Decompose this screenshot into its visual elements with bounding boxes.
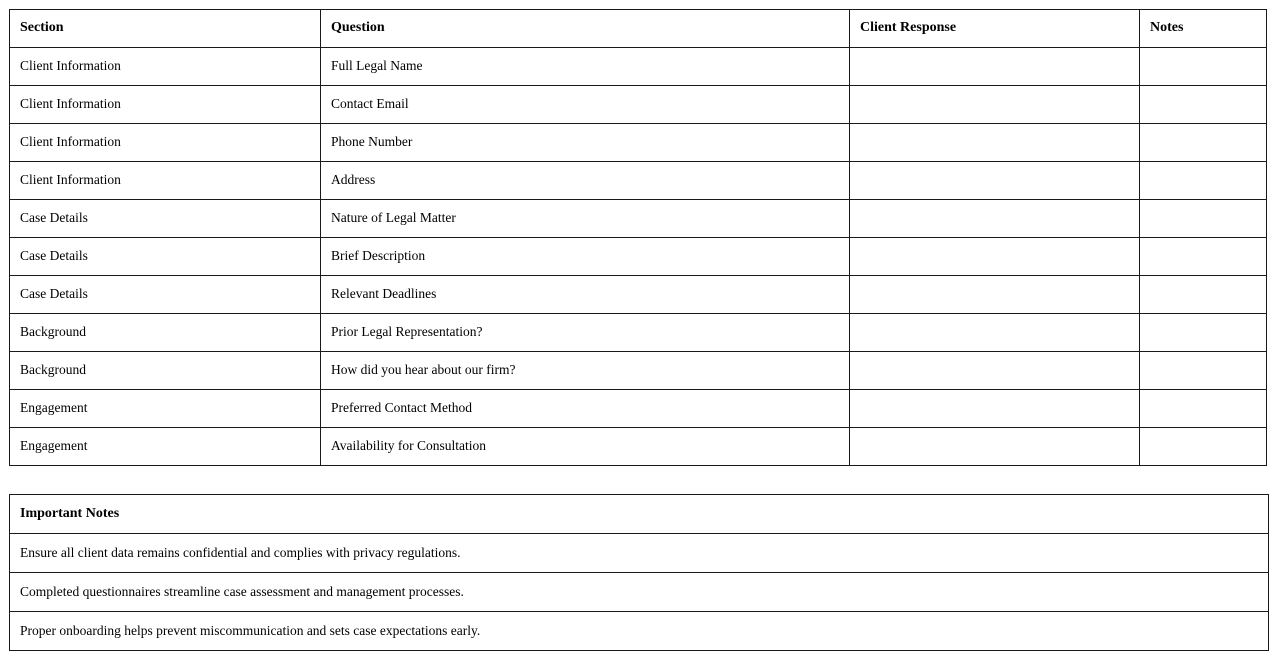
cell-notes[interactable]	[1140, 428, 1267, 466]
table-row	[10, 48, 1267, 86]
cell-section: Client Information	[10, 162, 321, 200]
cell-notes[interactable]	[1140, 314, 1267, 352]
table-row	[10, 238, 1267, 276]
cell-question: Prior Legal Representation?	[321, 314, 850, 352]
list-item	[10, 573, 1269, 612]
column-header-section: Section	[10, 10, 321, 48]
cell-notes[interactable]	[1140, 352, 1267, 390]
cell-notes[interactable]	[1140, 390, 1267, 428]
cell-section: Client Information	[10, 48, 321, 86]
important-note-text: Proper onboarding helps prevent miscommunication and sets case expectations early.	[10, 612, 1269, 651]
table-row	[10, 390, 1267, 428]
important-note-text: Ensure all client data remains confidential and complies with privacy regulations.	[10, 534, 1269, 573]
cell-question: Brief Description	[321, 238, 850, 276]
cell-section: Engagement	[10, 390, 321, 428]
list-item	[10, 612, 1269, 651]
cell-client-response[interactable]	[850, 276, 1140, 314]
cell-question: Address	[321, 162, 850, 200]
cell-client-response[interactable]	[850, 390, 1140, 428]
column-header-client-response: Client Response	[850, 10, 1140, 48]
cell-notes[interactable]	[1140, 276, 1267, 314]
cell-client-response[interactable]	[850, 352, 1140, 390]
table-row	[10, 428, 1267, 466]
important-notes-table-head	[10, 495, 1269, 534]
table-row	[10, 200, 1267, 238]
cell-section: Client Information	[10, 124, 321, 162]
cell-notes[interactable]	[1140, 162, 1267, 200]
important-notes-table-body	[10, 534, 1269, 651]
questionnaire-table-body	[10, 48, 1267, 466]
cell-section: Background	[10, 352, 321, 390]
cell-question: Full Legal Name	[321, 48, 850, 86]
cell-question: Contact Email	[321, 86, 850, 124]
cell-client-response[interactable]	[850, 124, 1140, 162]
cell-notes[interactable]	[1140, 238, 1267, 276]
cell-section: Case Details	[10, 238, 321, 276]
cell-question: How did you hear about our firm?	[321, 352, 850, 390]
important-notes-header: Important Notes	[10, 495, 1269, 534]
table-row	[10, 276, 1267, 314]
cell-notes[interactable]	[1140, 124, 1267, 162]
cell-section: Client Information	[10, 86, 321, 124]
questionnaire-table-head	[10, 10, 1267, 48]
table-row	[10, 314, 1267, 352]
cell-client-response[interactable]	[850, 314, 1140, 352]
cell-client-response[interactable]	[850, 162, 1140, 200]
cell-section: Engagement	[10, 428, 321, 466]
cell-section: Case Details	[10, 200, 321, 238]
cell-question: Phone Number	[321, 124, 850, 162]
cell-client-response[interactable]	[850, 238, 1140, 276]
table-row	[10, 124, 1267, 162]
cell-client-response[interactable]	[850, 48, 1140, 86]
cell-question: Preferred Contact Method	[321, 390, 850, 428]
cell-notes[interactable]	[1140, 48, 1267, 86]
cell-question: Nature of Legal Matter	[321, 200, 850, 238]
cell-notes[interactable]	[1140, 86, 1267, 124]
list-item	[10, 534, 1269, 573]
cell-question: Availability for Consultation	[321, 428, 850, 466]
cell-client-response[interactable]	[850, 86, 1140, 124]
table-row	[10, 352, 1267, 390]
column-header-notes: Notes	[1140, 10, 1267, 48]
important-notes-table	[9, 494, 1269, 651]
cell-section: Background	[10, 314, 321, 352]
cell-section: Case Details	[10, 276, 321, 314]
client-questionnaire-table	[9, 9, 1267, 466]
cell-question: Relevant Deadlines	[321, 276, 850, 314]
table-row	[10, 86, 1267, 124]
table-header-row	[10, 10, 1267, 48]
column-header-question: Question	[321, 10, 850, 48]
cell-client-response[interactable]	[850, 200, 1140, 238]
important-note-text: Completed questionnaires streamline case assessment and management processes.	[10, 573, 1269, 612]
notes-header-row	[10, 495, 1269, 534]
table-row	[10, 162, 1267, 200]
cell-notes[interactable]	[1140, 200, 1267, 238]
cell-client-response[interactable]	[850, 428, 1140, 466]
